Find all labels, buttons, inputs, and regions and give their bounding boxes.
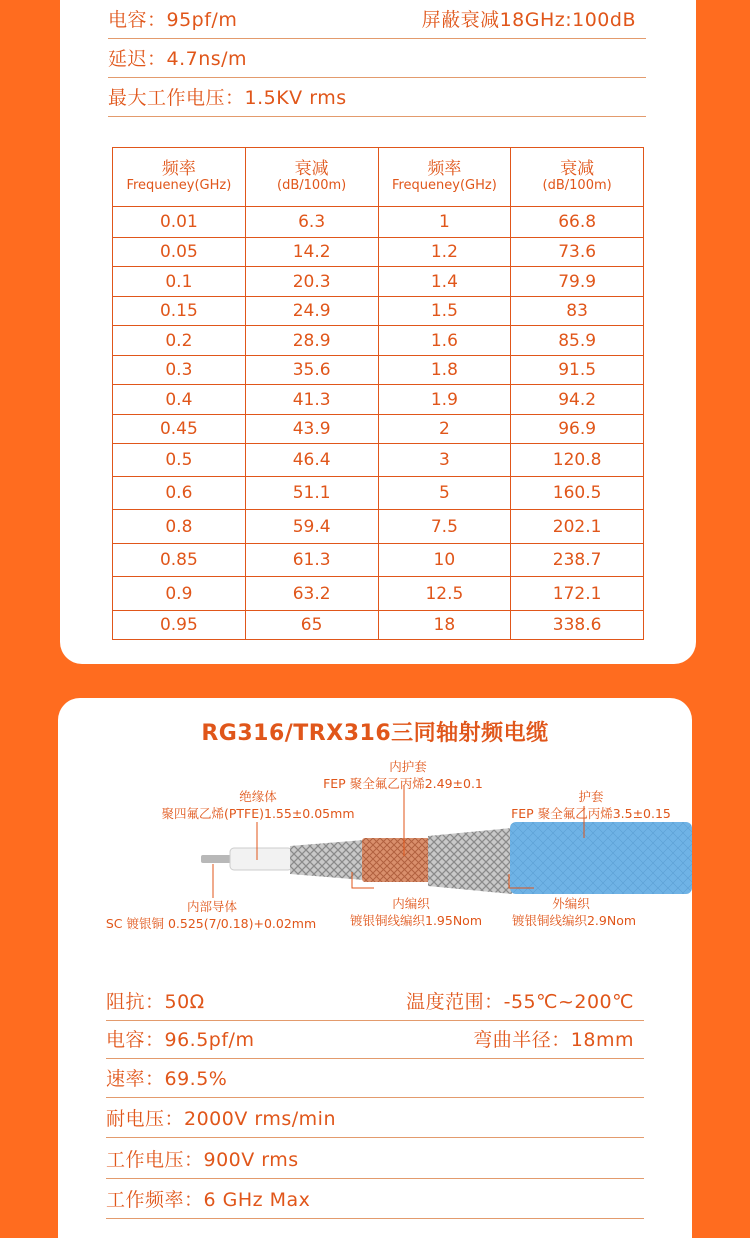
table-row xyxy=(113,477,644,510)
cell-attenuation: 238.7 xyxy=(511,544,644,577)
header-attenuation: 衰减 (dB/100m) xyxy=(245,148,378,207)
cell-attenuation: 66.8 xyxy=(511,207,644,238)
desc-insulation: 聚四氟乙烯(PTFE)1.55±0.05mm xyxy=(161,806,355,821)
outer-braid-layer xyxy=(428,828,512,894)
cell-attenuation: 43.9 xyxy=(245,415,378,444)
label-outer-braid: 外编织 xyxy=(552,896,590,911)
cell-attenuation: 172.1 xyxy=(511,577,644,611)
table-row xyxy=(113,444,644,477)
spec-row-velocity xyxy=(106,1059,644,1098)
cell-frequency: 1.9 xyxy=(378,385,511,415)
cell-attenuation: 120.8 xyxy=(511,444,644,477)
desc-jacket: FEP 聚全氟乙丙烯3.5±0.15 xyxy=(511,806,671,821)
cell-frequency: 3 xyxy=(378,444,511,477)
table-row xyxy=(113,611,644,640)
cell-frequency: 0.85 xyxy=(113,544,246,577)
spec-bend-radius: 弯曲半径：18mm xyxy=(473,1029,634,1051)
cell-attenuation: 6.3 xyxy=(245,207,378,238)
cell-frequency: 1.6 xyxy=(378,326,511,356)
jacket-layer xyxy=(510,822,692,894)
table-row xyxy=(113,238,644,267)
spec-capacitance: 电容：95pf/m xyxy=(108,9,238,31)
cell-frequency: 10 xyxy=(378,544,511,577)
label-inner-jacket: 内护套 xyxy=(389,759,427,774)
cell-frequency: 0.95 xyxy=(113,611,246,640)
cell-frequency: 0.2 xyxy=(113,326,246,356)
cell-attenuation: 338.6 xyxy=(511,611,644,640)
table-row xyxy=(113,577,644,611)
inner-jacket-layer xyxy=(362,838,430,882)
cell-attenuation: 91.5 xyxy=(511,356,644,385)
spec-capacitance-2: 电容：96.5pf/m xyxy=(106,1029,255,1051)
spec-row-impedance xyxy=(106,982,644,1021)
cell-attenuation: 83 xyxy=(511,297,644,326)
spec-max-voltage: 最大工作电压：1.5KV rms xyxy=(108,87,347,109)
spec-withstand-voltage: 耐电压：2000V rms/min xyxy=(106,1108,337,1130)
cell-frequency: 0.6 xyxy=(113,477,246,510)
spec-velocity: 速率：69.5% xyxy=(106,1068,228,1090)
spec-row-max-voltage xyxy=(108,78,646,117)
table-row xyxy=(113,544,644,577)
table-row xyxy=(113,510,644,544)
desc-outer-braid: 镀银铜线编织2.9Nom xyxy=(511,913,637,928)
cell-attenuation: 96.9 xyxy=(511,415,644,444)
cell-frequency: 12.5 xyxy=(378,577,511,611)
cell-attenuation: 63.2 xyxy=(245,577,378,611)
cell-frequency: 1.4 xyxy=(378,267,511,297)
inner-braid-layer xyxy=(290,840,364,880)
cell-frequency: 0.4 xyxy=(113,385,246,415)
table-row xyxy=(113,207,644,238)
spec-row-withstand-voltage xyxy=(106,1099,644,1138)
spec-working-voltage: 工作电压：900V rms xyxy=(106,1149,299,1171)
label-inner-braid: 内编织 xyxy=(392,896,430,911)
desc-conductor: SC 镀银铜 0.525(7/0.18)+0.02mm xyxy=(105,916,317,931)
cell-attenuation: 35.6 xyxy=(245,356,378,385)
spec-row-delay xyxy=(108,39,646,78)
cell-attenuation: 28.9 xyxy=(245,326,378,356)
desc-inner-jacket: FEP 聚全氟乙丙烯2.49±0.1 xyxy=(323,776,483,791)
table-row xyxy=(113,326,644,356)
cell-frequency: 0.3 xyxy=(113,356,246,385)
table-header-row xyxy=(113,148,644,207)
cell-attenuation: 41.3 xyxy=(245,385,378,415)
header-frequency: 频率 Frequeney(GHz) xyxy=(378,148,511,207)
cell-frequency: 18 xyxy=(378,611,511,640)
spec-shielding: 屏蔽衰减18GHz:100dB xyxy=(421,9,636,31)
cell-attenuation: 73.6 xyxy=(511,238,644,267)
cell-frequency: 1.5 xyxy=(378,297,511,326)
spec-delay: 延迟：4.7ns/m xyxy=(108,48,248,70)
spec-temperature: 温度范围：-55℃~200℃ xyxy=(406,991,634,1013)
spec-row-capacitance-2 xyxy=(106,1020,644,1059)
table-row xyxy=(113,297,644,326)
cell-attenuation: 61.3 xyxy=(245,544,378,577)
cell-attenuation: 14.2 xyxy=(245,238,378,267)
cell-attenuation: 94.2 xyxy=(511,385,644,415)
label-conductor: 内部导体 xyxy=(186,899,237,914)
cell-attenuation: 51.1 xyxy=(245,477,378,510)
cell-attenuation: 85.9 xyxy=(511,326,644,356)
spec-card-1 xyxy=(60,0,696,664)
label-jacket: 护套 xyxy=(578,789,604,804)
cell-frequency: 0.8 xyxy=(113,510,246,544)
cell-frequency: 5 xyxy=(378,477,511,510)
cell-frequency: 2 xyxy=(378,415,511,444)
cell-attenuation: 79.9 xyxy=(511,267,644,297)
cable-title: RG316/TRX316三同轴射频电缆 xyxy=(201,721,549,746)
cell-attenuation: 24.9 xyxy=(245,297,378,326)
cell-attenuation: 65 xyxy=(245,611,378,640)
table-row xyxy=(113,267,644,297)
table-row xyxy=(113,415,644,444)
table-row xyxy=(113,385,644,415)
spec-card-2 xyxy=(58,698,692,1238)
table-row xyxy=(113,356,644,385)
cell-attenuation: 46.4 xyxy=(245,444,378,477)
desc-inner-braid: 镀银铜线编织1.95Nom xyxy=(349,913,482,928)
spec-impedance: 阻抗：50Ω xyxy=(106,991,205,1013)
header-frequency: 频率 Frequeney(GHz) xyxy=(113,148,246,207)
cell-frequency: 0.1 xyxy=(113,267,246,297)
cell-attenuation: 160.5 xyxy=(511,477,644,510)
spec-row-capacitance xyxy=(108,0,646,39)
header-attenuation: 衰减 (dB/100m) xyxy=(511,148,644,207)
label-insulation: 绝缘体 xyxy=(239,789,277,804)
cell-frequency: 7.5 xyxy=(378,510,511,544)
cell-frequency: 0.15 xyxy=(113,297,246,326)
cell-frequency: 1.2 xyxy=(378,238,511,267)
attenuation-table xyxy=(112,147,644,640)
cell-frequency: 0.45 xyxy=(113,415,246,444)
cell-frequency: 1.8 xyxy=(378,356,511,385)
cell-frequency: 0.01 xyxy=(113,207,246,238)
cell-attenuation: 20.3 xyxy=(245,267,378,297)
cell-frequency: 0.5 xyxy=(113,444,246,477)
spec-row-working-voltage xyxy=(106,1140,644,1179)
cell-frequency: 0.9 xyxy=(113,577,246,611)
insulation-layer xyxy=(230,848,292,870)
cell-frequency: 1 xyxy=(378,207,511,238)
cell-frequency: 0.05 xyxy=(113,238,246,267)
cell-attenuation: 59.4 xyxy=(245,510,378,544)
cell-attenuation: 202.1 xyxy=(511,510,644,544)
spec-working-frequency: 工作频率：6 GHz Max xyxy=(106,1189,311,1211)
